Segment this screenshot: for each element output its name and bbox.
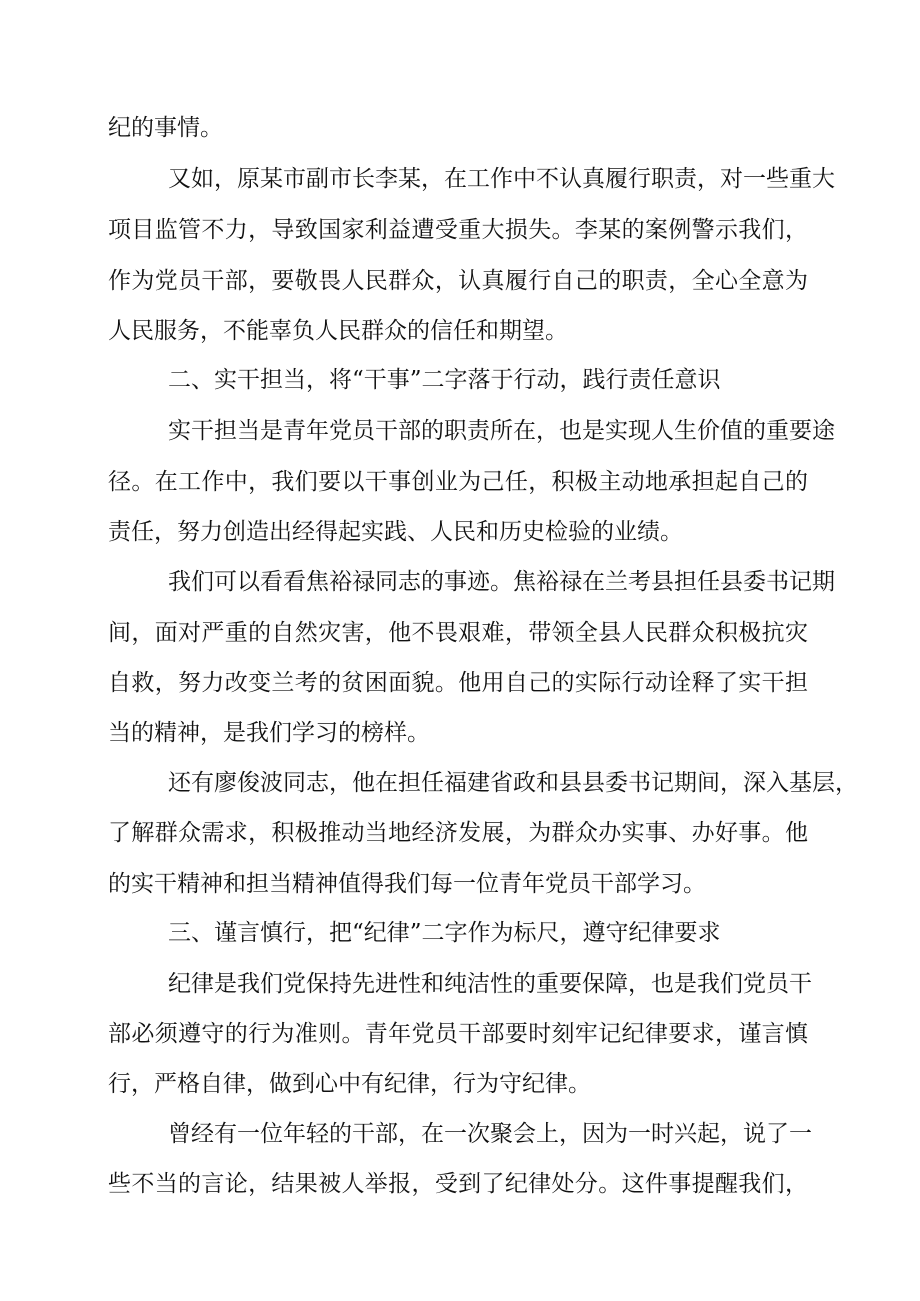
text-line: 项目监管不力，导致国家利益遭受重大损失。李某的案例警示我们， [108, 217, 808, 243]
paragraph-line: 我们可以看看焦裕禄同志的事迹。焦裕禄在兰考县担任县委书记期 [168, 569, 835, 595]
paragraph-line: 实干担当是青年党员干部的职责所在，也是实现人生价值的重要途 [168, 418, 835, 444]
text-line: 些不当的言论，结果被人举报，受到了纪律处分。这件事提醒我们， [108, 1171, 808, 1197]
text-line: 径。在工作中，我们要以干事创业为己任，积极主动地承担起自己的 [108, 469, 808, 495]
section-heading: 三、谨言慎行，把“纪律”二字作为标尺，遵守纪律要求 [168, 920, 721, 946]
paragraph-line: 纪律是我们党保持先进性和纯洁性的重要保障，也是我们党员干 [168, 971, 812, 997]
paragraph-line: 曾经有一位年轻的干部，在一次聚会上，因为一时兴起，说了一 [168, 1121, 812, 1147]
text-line: 纪的事情。 [108, 115, 223, 141]
text-line: 了解群众需求，积极推动当地经济发展，为群众办实事、办好事。他 [108, 820, 808, 846]
text-line: 人民服务，不能辜负人民群众的信任和期望。 [108, 318, 568, 344]
text-line: 责任，努力创造出经得起实践、人民和历史检验的业绩。 [108, 519, 683, 545]
text-line: 行，严格自律，做到心中有纪律，行为守纪律。 [108, 1071, 591, 1097]
text-line: 作为党员干部，要敬畏人民群众，认真履行自己的职责，全心全意为 [108, 268, 808, 294]
text-line: 当的精神，是我们学习的榜样。 [108, 720, 430, 746]
paragraph-line: 又如，原某市副市长李某，在工作中不认真履行职责，对一些重大 [168, 166, 835, 192]
text-line: 自救，努力改变兰考的贫困面貌。他用自己的实际行动诠释了实干担 [108, 670, 808, 696]
paragraph-line: 还有廖俊波同志，他在担任福建省政和县县委书记期间，深入基层， [168, 770, 858, 796]
text-line: 部必须遵守的行为准则。青年党员干部要时刻牢记纪律要求，谨言慎 [108, 1021, 808, 1047]
text-line: 的实干精神和担当精神值得我们每一位青年党员干部学习。 [108, 871, 706, 897]
section-heading: 二、实干担当，将“干事”二字落于行动，践行责任意识 [168, 367, 721, 393]
text-line: 间，面对严重的自然灾害，他不畏艰难，带领全县人民群众积极抗灾 [108, 620, 808, 646]
